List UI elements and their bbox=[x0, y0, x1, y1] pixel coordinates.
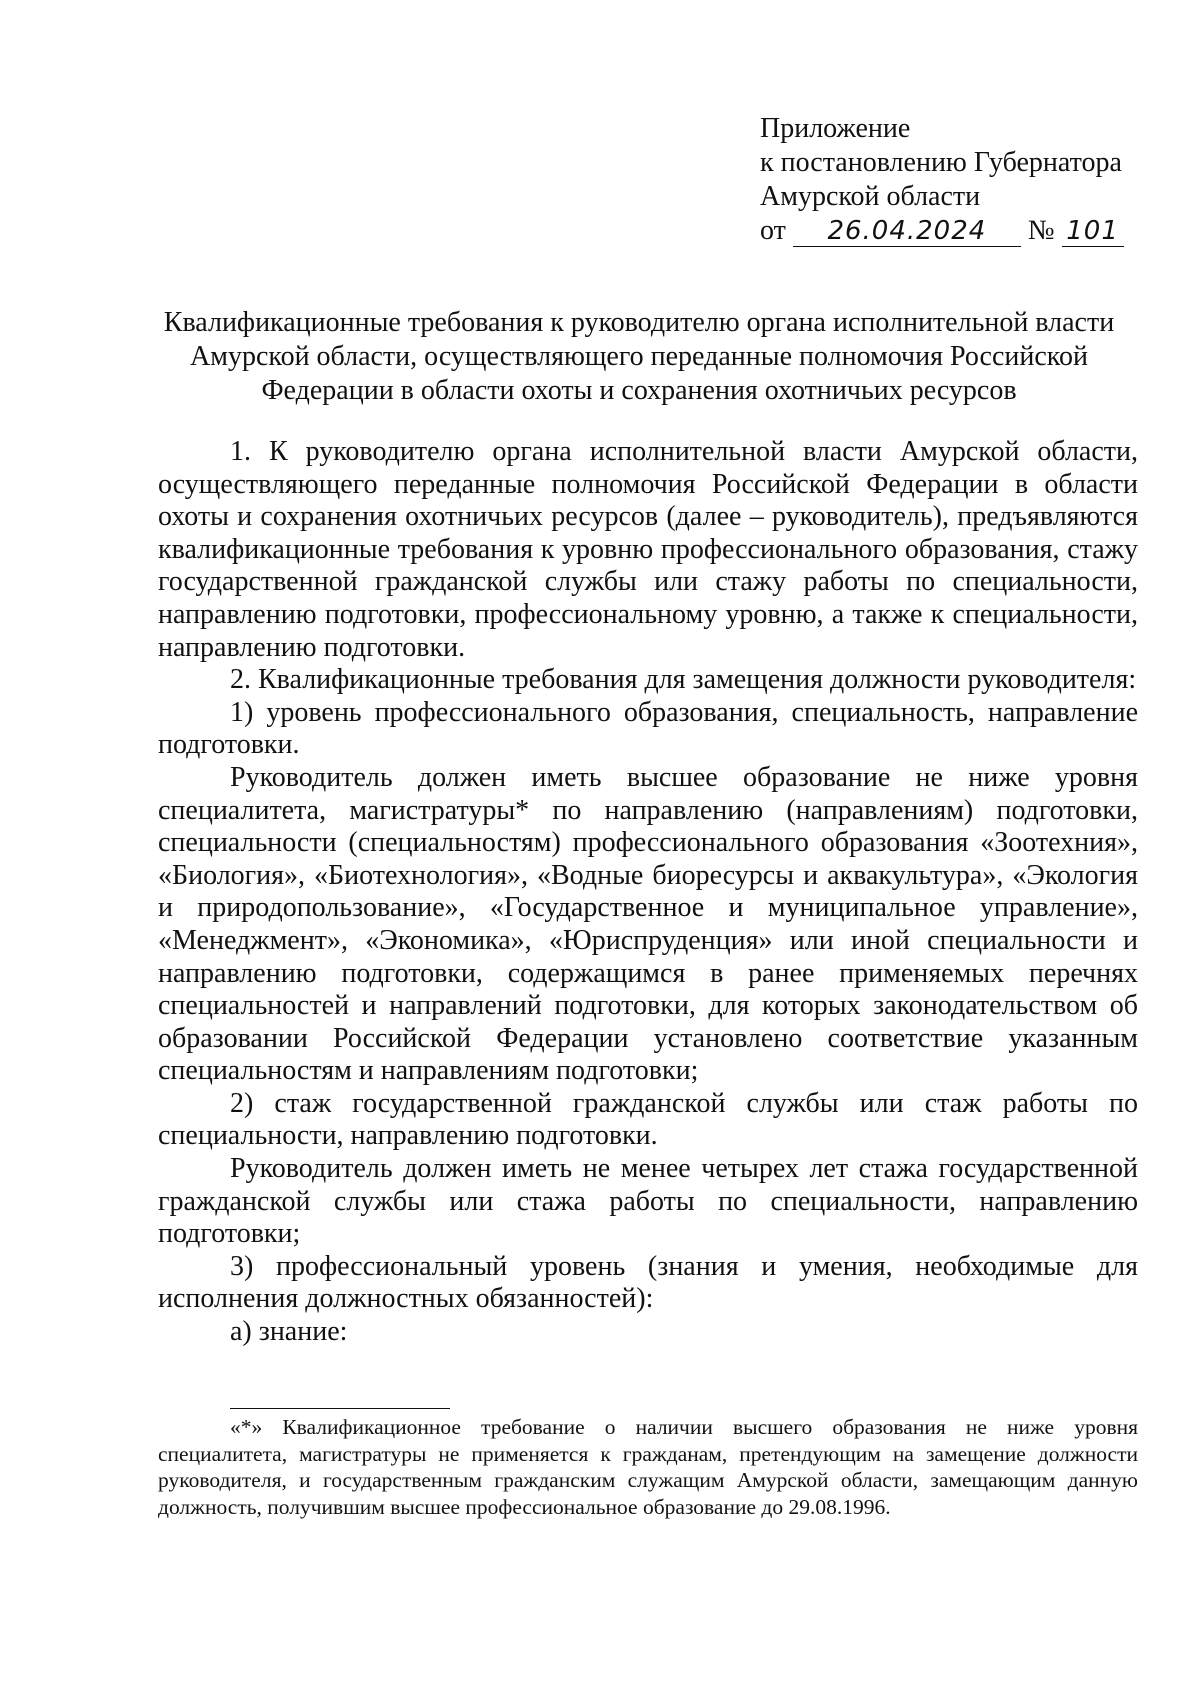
paragraph-5: 2) стаж государственной гражданской службы или стаж работы по специальности, направлению подготовки. bbox=[158, 1087, 1138, 1152]
appendix-region: Амурской области bbox=[760, 181, 981, 212]
title-line-3: Федерации в области охоты и сохранения охотничьих ресурсов bbox=[261, 375, 1017, 406]
title-line-1: Квалификационные требования к руководителю органа исполнительной власти bbox=[163, 307, 1115, 338]
handwritten-number: 101 bbox=[1062, 216, 1124, 247]
footnote-text: «*» Квалификационное требование о наличии высшего образования не ниже уровня специалитета, магистратуры не применяется к гражданам, претендующим на замещение должности руководителя, и государственным гражданским служащим Амурской области, замещающим данную должность, получившим высшее профессиональное образование до 29.08.1996. bbox=[158, 1415, 1138, 1519]
appendix-header bbox=[760, 112, 1160, 248]
paragraph-1: 1. К руководителю органа исполнительной власти Амурской области, осуществляющего переданные полномочия Российской Федерации в области охоты и сохранения охотничьих ресурсов (далее – руководитель), предъявляются квалификационные требования к уровню профессионального образования, стажу государственной гражданской службы или стажу работы по специальности, направлению подготовки, профессиональному уровню, а также к специальности, направлению подготовки. bbox=[158, 436, 1138, 663]
paragraph-8: а) знание: bbox=[230, 1316, 348, 1348]
paragraph-7: 3) профессиональный уровень (знания и умения, необходимые для исполнения должностных обязанностей): bbox=[158, 1250, 1138, 1315]
appendix-decree-ref: к постановлению Губернатора bbox=[760, 147, 1122, 178]
handwritten-date: 26.04.2024 bbox=[793, 216, 1021, 247]
footnote bbox=[158, 1414, 1138, 1520]
paragraph-2: 2. Квалификационные требования для замещения должности руководителя: bbox=[230, 664, 1137, 696]
paragraph-4: Руководитель должен иметь высшее образование не ниже уровня специалитета, магистратуры* по направлению (направлениям) подготовки, специальности (специальностям) профессионального образования «Зоотехния», «Биология», «Биотехнология», «Водные биоресурсы и аквакультура», «Экология и природопользование», «Государственное и муниципальное управление», «Менеджмент», «Экономика», «Юриспруденция» или иной специальности и направлению подготовки, содержащимся в ранее применяемых перечнях специальностей и направлений подготовки, для которых законодательством об образовании Российской Федерации установлено соответствие указанным специальностям и направлениям подготовки; bbox=[158, 761, 1138, 1087]
paragraph-6: Руководитель должен иметь не менее четырех лет стажа государственной гражданской службы или стажа работы по специальности, направлению подготовки; bbox=[158, 1153, 1138, 1250]
date-prefix: от bbox=[760, 215, 786, 246]
document-title bbox=[150, 306, 1128, 408]
appendix-label: Приложение bbox=[760, 113, 911, 144]
paragraph-3: 1) уровень профессионального образования, специальность, направление подготовки. bbox=[158, 696, 1138, 761]
footnote-divider bbox=[230, 1408, 450, 1409]
title-line-2: Амурской области, осуществляющего переданные полномочия Российской bbox=[190, 341, 1088, 372]
document-body bbox=[158, 436, 1138, 1349]
number-prefix: № bbox=[1027, 215, 1055, 246]
appendix-date-line bbox=[760, 214, 1160, 248]
